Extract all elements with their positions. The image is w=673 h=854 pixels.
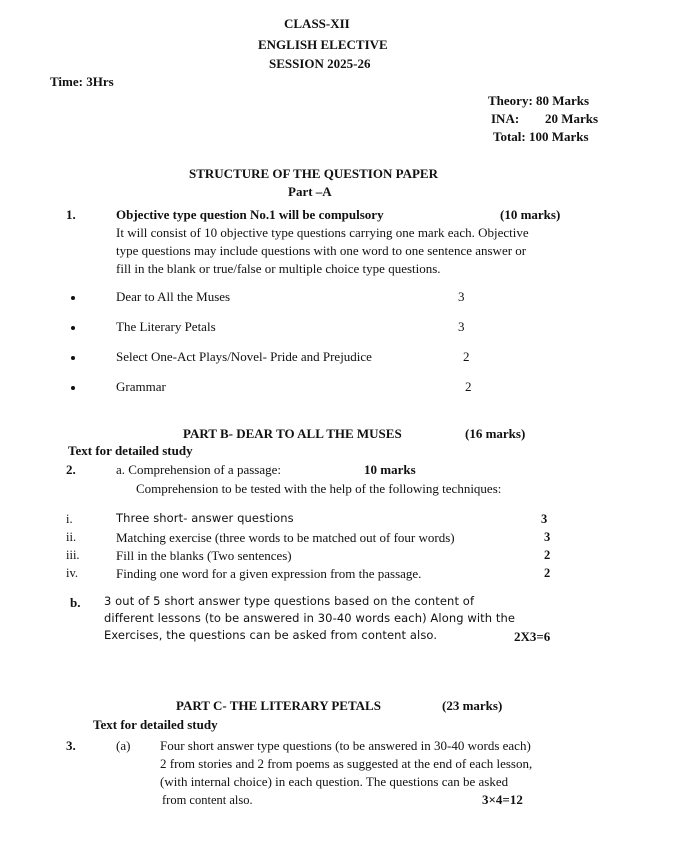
part-b-text-study: Text for detailed study <box>68 443 193 458</box>
part-c-title: PART C- THE LITERARY PETALS <box>176 698 381 713</box>
part-b-title: PART B- DEAR TO ALL THE MUSES <box>183 426 402 441</box>
technique-value: 3 <box>541 512 548 526</box>
q2a-marks: 10 marks <box>364 462 416 477</box>
technique-number: ii. <box>66 530 77 544</box>
q3-line-3: (with internal choice) in each question. The questions can be asked <box>160 774 509 789</box>
technique-number: iv. <box>66 566 79 580</box>
ina-label: INA: <box>491 111 520 126</box>
q1-line-3: fill in the blank or true/false or multiple choice type questions. <box>116 261 441 276</box>
part-c-marks: (23 marks) <box>442 698 503 713</box>
technique-number: i. <box>66 512 73 526</box>
technique-label: Fill in the blanks (Two sentences) <box>116 548 292 563</box>
q1-item-label: Select One-Act Plays/Novel- Pride and Prejudice <box>116 349 372 364</box>
q3-line-2: 2 from stories and 2 from poems as suggested at the end of each lesson, <box>160 756 533 771</box>
bullet-icon <box>71 326 75 330</box>
q1-marks: (10 marks) <box>500 207 561 222</box>
total-marks: Total: 100 Marks <box>493 129 589 144</box>
q2b-line-1: 3 out of 5 short answer type questions based on the content of <box>104 594 475 608</box>
bullet-icon <box>71 386 75 390</box>
ina-marks: 20 Marks <box>545 111 599 126</box>
q1-title: Objective type question No.1 will be compulsory <box>116 207 384 222</box>
q2a-label: a. Comprehension of a passage: <box>116 462 281 477</box>
q2a-description: Comprehension to be tested with the help of the following techniques: <box>136 481 502 496</box>
session-heading: SESSION 2025-26 <box>269 56 371 71</box>
part-b-marks: (16 marks) <box>465 426 526 441</box>
technique-value: 3 <box>544 530 551 544</box>
q2b-line-3: Exercises, the questions can be asked from content also. <box>104 628 438 642</box>
part-a-title: Part –A <box>288 184 332 199</box>
q1-item-value: 2 <box>465 379 472 394</box>
q1-line-2: type questions may include questions with one word to one sentence answer or <box>116 243 527 258</box>
q1-item-value: 2 <box>463 349 470 364</box>
q2-number: 2. <box>66 462 76 477</box>
q2b-number: b. <box>70 595 81 610</box>
q1-number: 1. <box>66 207 76 222</box>
q3-marks: 3×4=12 <box>482 792 523 807</box>
technique-label: Finding one word for a given expression from the passage. <box>116 566 422 581</box>
q1-item-value: 3 <box>458 319 465 334</box>
theory-marks: Theory: 80 Marks <box>488 93 590 108</box>
q1-item-label: The Literary Petals <box>116 319 216 334</box>
q1-item-label: Dear to All the Muses <box>116 289 231 304</box>
q3-line-4: from content also. <box>162 793 253 807</box>
q1-line-1: It will consist of 10 objective type questions carrying one mark each. Objective <box>116 225 529 240</box>
technique-label: Matching exercise (three words to be matched out of four words) <box>116 530 455 545</box>
q3-number: 3. <box>66 738 76 753</box>
technique-value: 2 <box>544 566 551 580</box>
technique-number: iii. <box>66 548 80 562</box>
structure-title: STRUCTURE OF THE QUESTION PAPER <box>189 166 438 181</box>
q1-item-value: 3 <box>458 289 465 304</box>
part-c-text-study: Text for detailed study <box>93 717 218 732</box>
time-label: Time: 3Hrs <box>50 74 114 89</box>
technique-label: Three short- answer questions <box>116 511 294 525</box>
class-heading: CLASS-XII <box>284 16 350 31</box>
q2b-line-2: different lessons (to be answered in 30-40 words each) Along with the <box>104 611 516 625</box>
subject-heading: ENGLISH ELECTIVE <box>258 37 388 52</box>
q3-line-1: Four short answer type questions (to be answered in 30-40 words each) <box>160 738 531 753</box>
q2b-marks: 2X3=6 <box>514 629 551 644</box>
bullet-icon <box>71 356 75 360</box>
technique-value: 2 <box>544 548 551 562</box>
q1-item-label: Grammar <box>116 379 166 394</box>
q3-sub-label: (a) <box>116 738 131 753</box>
bullet-icon <box>71 296 75 300</box>
